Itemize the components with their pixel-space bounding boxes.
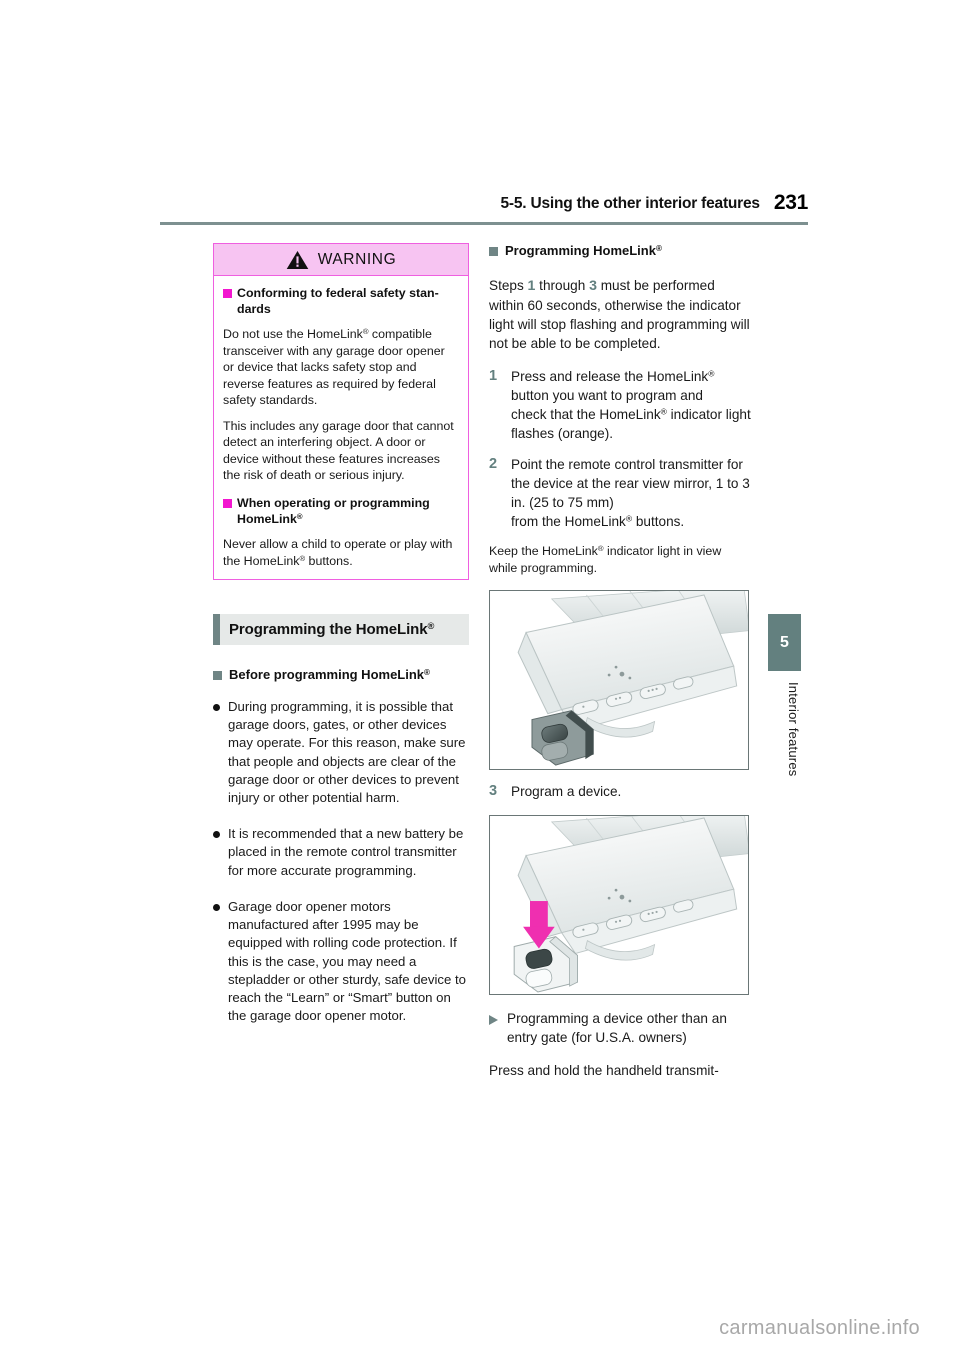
subheading-label: Before programming HomeLink® — [229, 667, 430, 682]
warning-title: WARNING — [317, 250, 397, 268]
subheading-before-programming — [213, 667, 469, 684]
warning-body — [214, 276, 468, 579]
subheading-label: Programming HomeLink® — [505, 243, 662, 258]
warning-subheading — [223, 285, 459, 317]
intro-text-c: must be performed within 60 seconds, otherwise the indicator light will stop flashing and programming will not be able to be completed. — [489, 277, 750, 351]
triangle-list-item — [489, 1009, 751, 1047]
right-column — [489, 243, 751, 1080]
step-number: 2 — [489, 455, 498, 472]
step-text-line: Press and release the HomeLink® button you want to program and — [511, 368, 715, 403]
step-number: 1 — [489, 367, 498, 384]
square-bullet-icon — [489, 247, 498, 256]
triangle-list-item-text: Programming a device other than an entry gate (for U.S.A. owners) — [507, 1011, 727, 1046]
warning-subheading — [223, 495, 459, 527]
step-text — [511, 455, 751, 531]
step-text-line: from the HomeLink® buttons. — [511, 513, 685, 529]
list-item-text: It is recommended that a new battery be placed in the remote control transmitter for more accurate programming. — [228, 826, 464, 878]
subheading-programming-homelink — [489, 243, 751, 260]
list-item-text: During programming, it is possible that garage doors, gates, or other devices may operate. For this reason, make sure that people and objects are clear of the garage door or other devices to prevent injury or other potential harm. — [228, 698, 466, 805]
intro-paragraph — [489, 276, 751, 353]
page-number: 231 — [773, 191, 808, 214]
section-heading-label: Programming the HomeLink® — [229, 621, 435, 638]
numbered-step — [489, 782, 751, 801]
inline-step-number: 1 — [527, 276, 536, 293]
square-bullet-icon — [213, 671, 222, 680]
page-header — [160, 192, 808, 213]
footer-watermark: carmanualsonline.info — [719, 1317, 920, 1339]
warning-box — [213, 243, 469, 580]
warning-paragraph: Never allow a child to operate or play with the HomeLink® buttons. — [223, 537, 453, 568]
intro-text-a: Steps — [489, 277, 528, 293]
warning-paragraph: This includes any garage door that cannot detect an interfering object. A door or device without these features increases the risk of death or serious injury. — [223, 418, 454, 483]
warning-triangle-icon — [286, 250, 309, 270]
chapter-number-label: 5 — [780, 633, 789, 651]
numbered-step — [489, 367, 751, 443]
intro-text-b: through — [535, 277, 590, 293]
round-bullet-icon — [213, 904, 220, 911]
step-text-line: check that the HomeLink® indicator light flashes (orange). — [511, 406, 751, 441]
list-item — [213, 825, 469, 880]
section-heading — [213, 614, 469, 645]
closing-paragraph: Press and hold the handheld transmit- — [489, 1063, 719, 1079]
round-bullet-icon — [213, 704, 220, 711]
step-text — [511, 367, 751, 443]
step-number: 3 — [489, 783, 498, 800]
chapter-tab-label: Interior features — [786, 682, 801, 777]
header-divider — [160, 222, 808, 225]
list-item — [213, 698, 469, 807]
list-item-text: Garage door opener motors manufactured after 1995 may be equipped with rolling code protection. If this is the case, you may need a stepladder or other sturdy, safe device to reach the “Learn” or “Smart” button on the garage door opener motor. — [228, 898, 466, 1024]
warning-header — [214, 244, 468, 276]
triangle-bullet-icon — [489, 1015, 498, 1025]
rear-view-mirror-press-transmitter-illustration — [489, 815, 749, 995]
chapter-tab-number — [768, 614, 801, 671]
step-text-line: Point the remote control transmitter for the device at the rear view mirror, 1 to 3 in. (25 to 75 mm) — [511, 456, 750, 510]
inline-step-number: 3 — [589, 276, 597, 293]
header-section-title: 5-5. Using the other interior features — [500, 194, 760, 212]
numbered-step — [489, 455, 751, 531]
step-text: Program a device. — [511, 784, 622, 800]
warning-subheading-text: When operating or programming HomeLink® — [237, 495, 430, 526]
left-column — [213, 243, 469, 1025]
note-paragraph: Keep the HomeLink® indicator light in view while programming. — [489, 544, 722, 575]
list-item — [213, 898, 469, 1026]
warning-subheading-text: Conforming to federal safety stan-dards — [237, 286, 439, 317]
rear-view-mirror-with-transmitter-illustration — [489, 590, 749, 770]
round-bullet-icon — [213, 831, 220, 838]
warning-paragraph: Do not use the HomeLink® compatible transceiver with any garage door opener or device that lacks safety stop and reverse features as required by federal safety standards. — [223, 327, 445, 408]
